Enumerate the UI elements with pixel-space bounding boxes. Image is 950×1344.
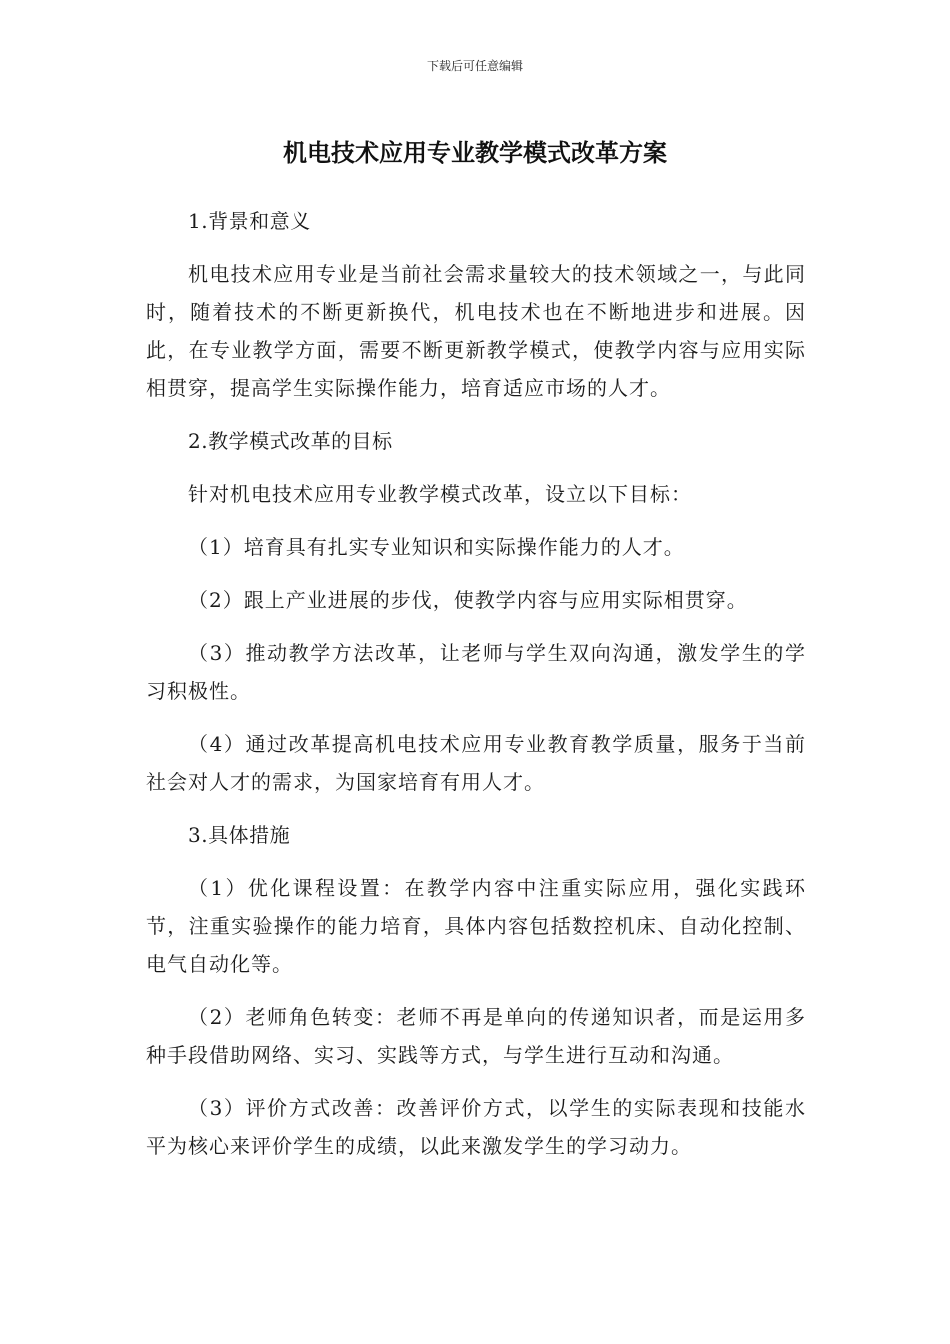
document-title: 机电技术应用专业教学模式改革方案 — [283, 139, 667, 167]
list-item: （3）评价方式改善：改善评价方式，以学生的实际表现和技能水平为核心来评价学生的成绩，以此来激发学生的学习动力。 — [146, 1096, 806, 1158]
list-item: （3）推动教学方法改革，让老师与学生双向沟通，激发学生的学习积极性。 — [146, 641, 806, 703]
section-heading: 1.背景和意义 — [188, 209, 311, 233]
paragraph: 机电技术应用专业是当前社会需求量较大的技术领域之一，与此同时，随着技术的不断更新换代，机电技术也在不断地进步和进展。因此，在专业教学方面，需要不断更新教学模式，使教学内容与应用实际相贯穿，提高学生实际操作能力，培育适应市场的人才。 — [146, 262, 806, 400]
list-item: （2）跟上产业进展的步伐，使教学内容与应用实际相贯穿。 — [188, 588, 748, 612]
section-heading: 2.教学模式改革的目标 — [188, 429, 393, 453]
paragraph: 针对机电技术应用专业教学模式改革，设立以下目标： — [188, 482, 692, 506]
list-item: （2）老师角色转变：老师不再是单向的传递知识者，而是运用多种手段借助网络、实习、实践等方式，与学生进行互动和沟通。 — [146, 1005, 806, 1067]
document-body — [146, 202, 806, 1180]
header-note: 下载后可任意编辑 — [426, 59, 523, 73]
list-item: （1）培育具有扎实专业知识和实际操作能力的人才。 — [188, 535, 685, 559]
list-item: （4）通过改革提高机电技术应用专业教育教学质量，服务于当前社会对人才的需求，为国家培育有用人才。 — [146, 732, 806, 794]
section-heading: 3.具体措施 — [188, 823, 291, 847]
list-item: （1）优化课程设置：在教学内容中注重实际应用，强化实践环节，注重实验操作的能力培育，具体内容包括数控机床、自动化控制、电气自动化等。 — [146, 876, 806, 976]
